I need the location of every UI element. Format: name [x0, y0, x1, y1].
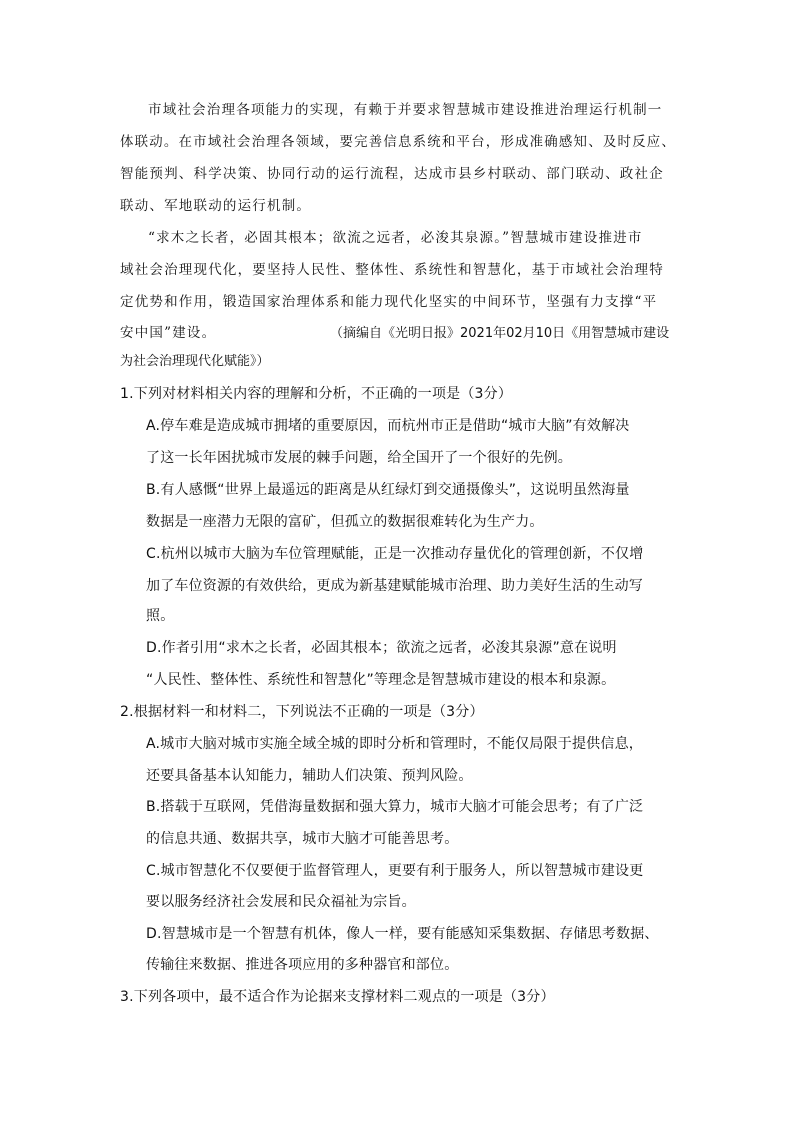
- question-2-option-a-line-1: A.城市大脑对城市实施全域全城的即时分析和管理时，不能仅局限于提供信息，: [146, 736, 643, 752]
- passage-p1-line-2: 体联动。在市域社会治理各领域，要完善信息系统和平台，形成准确感知、及时反应、: [120, 134, 676, 150]
- question-1-option-a-line-2: 了这一长年困扰城市发展的棘手问题，给全国开了一个很好的先例。: [146, 450, 572, 466]
- passage-p2-line-4: 安中国”建设。: [120, 325, 217, 341]
- question-2-stem: 2.根据材料一和材料二，下列说法不正确的一项是（3分）: [120, 704, 484, 720]
- source-citation-line-1: （摘编自《光明日报》2021年02月10日《用智慧城市建设: [330, 326, 670, 341]
- question-2-option-c-line-2: 要以服务经济社会发展和民众福祉为宗旨。: [146, 894, 416, 910]
- question-2-option-a-line-2: 还要具备基本认知能力，辅助人们决策、预判风险。: [146, 768, 473, 784]
- source-citation-line-2: 为社会治理现代化赋能》）: [120, 354, 270, 369]
- question-2-option-b-line-1: B.搭载于互联网，凭借海量数据和强大算力，城市大脑才可能会思考；有了广泛: [146, 799, 644, 815]
- passage-p2-line-2: 域社会治理现代化，要坚持人民性、整体性、系统性和智慧化，基于市域社会治理特: [120, 262, 664, 278]
- question-1-option-a-line-1: A.停车难是造成城市拥堵的重要原因，而杭州市正是借助“城市大脑”有效解决: [146, 418, 630, 434]
- question-3-stem: 3.下列各项中，最不适合作为论据来支撑材料二观点的一项是（3分）: [120, 989, 555, 1005]
- question-1-option-c-line-3: 照。: [146, 608, 175, 624]
- question-2-option-d-line-2: 传输往来数据、推进各项应用的多种器官和部位。: [146, 957, 459, 973]
- question-1-option-d-line-1: D.作者引用“求木之长者，必固其根本；欲流之远者，必浚其泉源”意在说明: [146, 640, 617, 656]
- passage-p2-line-1: “求木之长者，必固其根本；欲流之远者，必浚其泉源。”智慧城市建设推进市: [148, 230, 643, 246]
- question-1-option-b-line-2: 数据是一座潜力无限的富矿，但孤立的数据很难转化为生产力。: [146, 514, 544, 530]
- question-1-option-c-line-1: C.杭州以城市大脑为车位管理赋能，正是一次推动存量优化的管理创新，不仅增: [146, 546, 644, 562]
- question-1-option-c-line-2: 加了车位资源的有效供给，更成为新基建赋能城市治理、助力美好生活的生动写: [146, 578, 643, 594]
- passage-p1-line-4: 联动、军地联动的运行机制。: [120, 198, 312, 214]
- question-1-option-b-line-1: B.有人感慨“世界上最遥远的距离是从红绿灯到交通摄像头”，这说明虽然海量: [146, 482, 630, 498]
- passage-p1-line-3: 智能预判、科学决策、协同行动的运行流程，达成市县乡村联动、部门联动、政社企: [120, 166, 664, 182]
- passage-p2-line-3: 定优势和作用，锻造国家治理体系和能力现代化坚实的中间环节，坚强有力支撑“平: [120, 294, 658, 310]
- question-2-option-d-line-1: D.智慧城市是一个智慧有机体，像人一样，要有能感知采集数据、存储思考数据、: [146, 926, 659, 942]
- question-1-option-d-line-2: “人民性、整体性、系统性和智慧化”等理念是智慧城市建设的根本和泉源。: [146, 672, 616, 688]
- question-1-stem: 1.下列对材料相关内容的理解和分析，不正确的一项是（3分）: [120, 386, 513, 402]
- question-2-option-c-line-1: C.城市智慧化不仅要便于监督管理人，更要有利于服务人，所以智慧城市建设更: [146, 863, 644, 879]
- passage-p1-line-1: 市域社会治理各项能力的实现，有赖于并要求智慧城市建设推进治理运行机制一: [148, 102, 663, 118]
- question-2-option-b-line-2: 的信息共通、数据共享，城市大脑才可能善思考。: [146, 831, 459, 847]
